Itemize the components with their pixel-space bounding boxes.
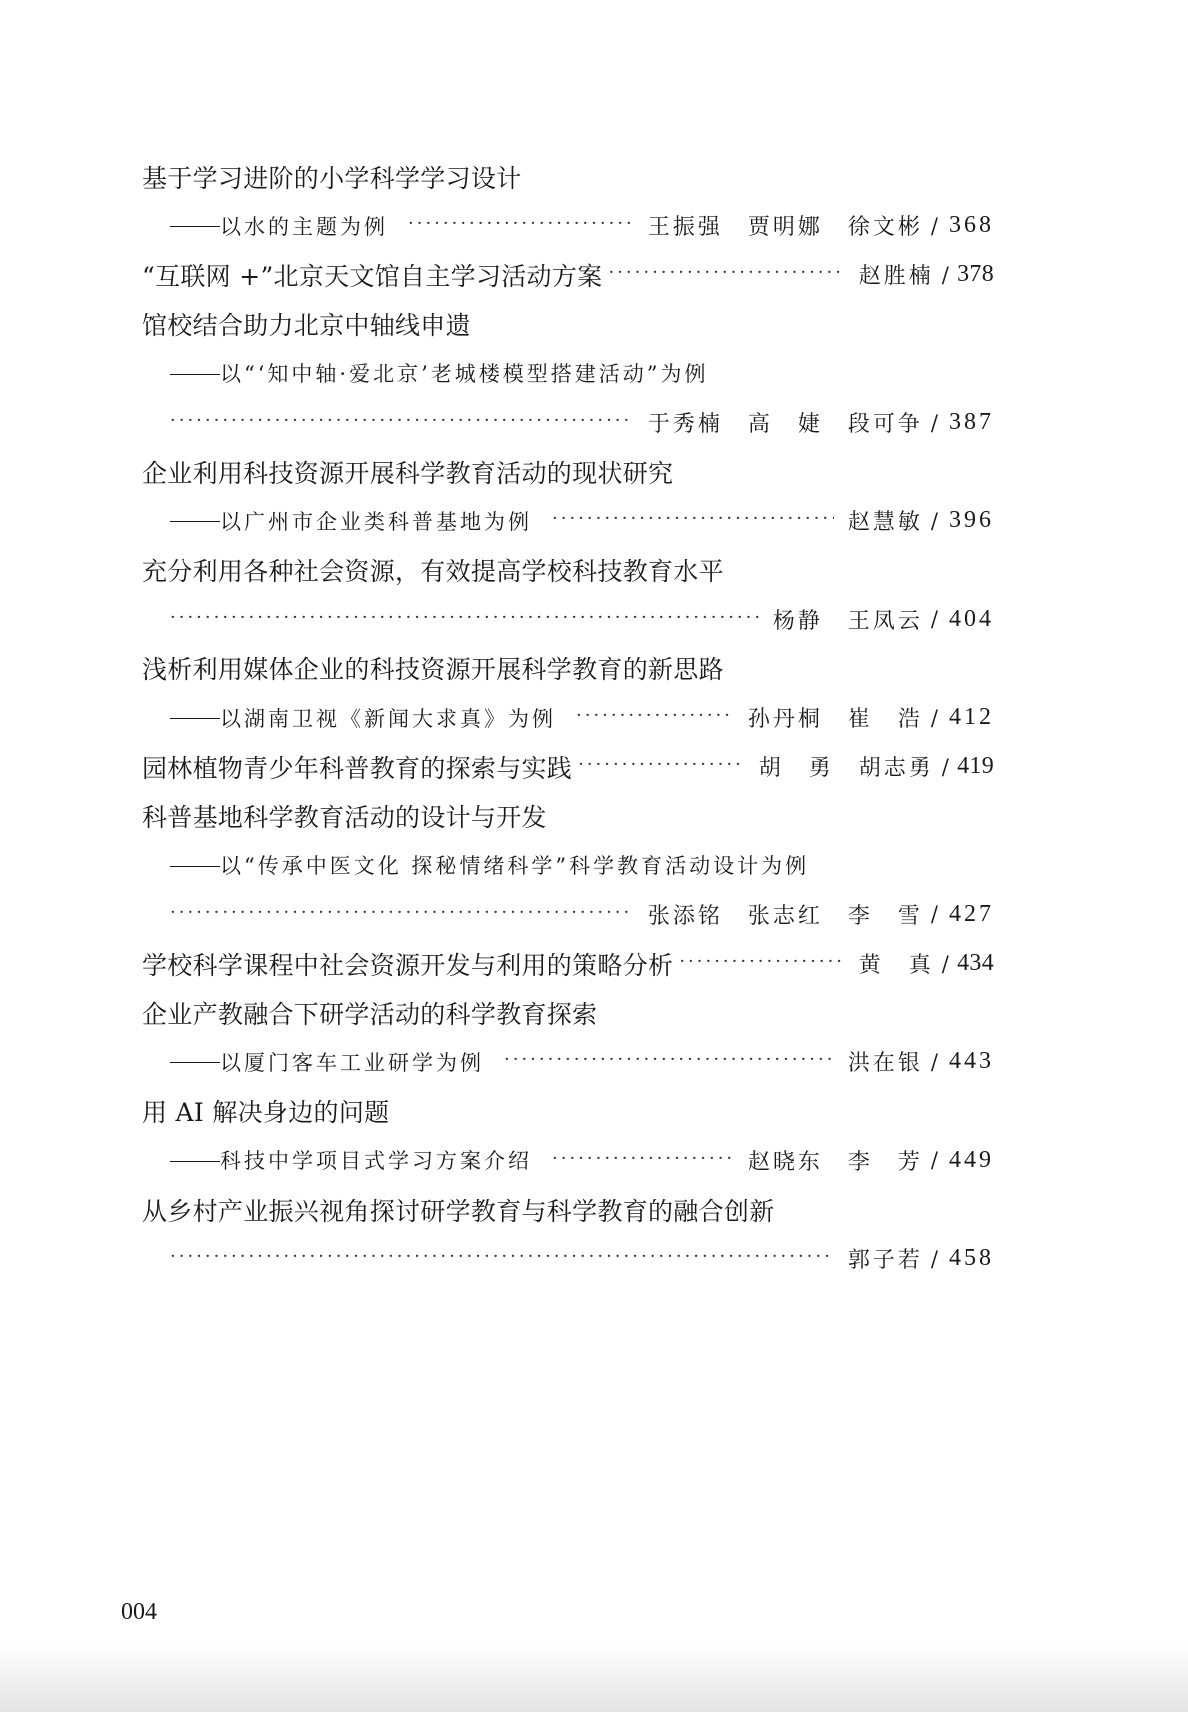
toc-entry-title[interactable] (142, 988, 994, 1037)
em-dash (170, 718, 220, 719)
page-separator: / (941, 754, 950, 779)
toc-entry-subtitle-row[interactable] (142, 349, 994, 398)
em-dash (170, 374, 220, 375)
entry-author: 赵晓东 李 芳 (747, 1149, 923, 1175)
toc-entry-subtitle-row[interactable] (142, 693, 994, 742)
em-dash (170, 1161, 220, 1162)
toc-entry-title[interactable] (142, 791, 994, 840)
entry-page-number: 404 (949, 605, 994, 632)
entry-author: 赵慧敏 (847, 510, 923, 536)
entry-author: 杨静 王凤云 (772, 608, 923, 634)
entry-page-number: 434 (957, 950, 994, 977)
entry-subtitle-text: 科技中学项目式学习方案介绍 (220, 1149, 532, 1174)
dot-leader (608, 262, 844, 283)
entry-author: 孙丹桐 崔 浩 (747, 707, 923, 733)
page-separator: / (930, 1049, 941, 1074)
entry-subtitle-text: 以水的主题为例 (220, 214, 388, 239)
entry-page-number: 396 (949, 507, 994, 534)
entry-page-number: 378 (957, 261, 994, 288)
page-separator: / (930, 508, 941, 533)
dot-leader (170, 1246, 834, 1267)
toc-entry-title[interactable] (142, 447, 994, 496)
toc-entry-author-row[interactable] (142, 1234, 994, 1283)
entry-subtitle-text: 以“‘知中轴·爱北京’老城楼模型搭建活动”为例 (220, 362, 709, 387)
page-separator: / (941, 262, 950, 287)
dot-leader (504, 1049, 834, 1070)
toc-entry-row[interactable] (142, 742, 994, 791)
entry-page-number: 449 (949, 1146, 994, 1173)
page-separator: / (930, 705, 941, 730)
em-dash (170, 226, 220, 227)
dot-leader (679, 951, 844, 972)
entry-author: 张添铭 张志红 李 雪 (647, 903, 923, 929)
em-dash (170, 866, 220, 867)
page-separator: / (930, 607, 941, 632)
em-dash (170, 1062, 220, 1063)
entry-author: 黄 真 (858, 953, 934, 979)
entry-title-text: 用 AI 解决身边的问题 (142, 1098, 390, 1128)
entry-title-text: 浅析利用媒体企业的科技资源开展科学教育的新思路 (142, 655, 724, 685)
dot-leader (170, 410, 634, 431)
toc-entry-subtitle-row[interactable] (142, 496, 994, 545)
entry-page-number: 458 (949, 1245, 994, 1272)
entry-page-number: 412 (949, 704, 994, 731)
entry-page-number: 443 (949, 1048, 994, 1075)
entry-author: 于秀楠 高 婕 段可争 (647, 412, 923, 438)
toc-entry-subtitle-row[interactable] (142, 1136, 994, 1185)
dot-leader (408, 213, 634, 234)
toc-entry-title[interactable] (142, 1087, 994, 1136)
page-separator: / (930, 410, 941, 435)
entry-author: 郭子若 (847, 1248, 923, 1274)
entry-title-text: 从乡村产业振兴视角探讨研学教育与科学教育的融合创新 (142, 1196, 775, 1226)
entry-title-text: 基于学习进阶的小学科学学习设计 (142, 163, 522, 193)
entry-title-text: 园林植物青少年科普教育的探索与实践 (142, 753, 573, 783)
entry-author: 胡 勇 胡志勇 (758, 756, 934, 782)
toc-entry-title[interactable] (142, 152, 994, 201)
entry-subtitle-text: 以厦门客车工业研学为例 (220, 1050, 484, 1075)
dot-leader (578, 754, 745, 775)
dot-leader (576, 705, 734, 726)
toc-entry-author-row[interactable] (142, 890, 994, 939)
entry-subtitle-text: 以“传承中医文化 探秘情绪科学”科学教育活动设计为例 (220, 854, 810, 879)
entry-author: 洪在银 (847, 1051, 923, 1077)
dot-leader (170, 607, 759, 628)
page-separator: / (930, 1148, 941, 1173)
page-separator: / (930, 213, 941, 238)
entry-page-number: 427 (949, 900, 994, 927)
toc-entry-title[interactable] (142, 300, 994, 349)
entry-title-text: 充分利用各种社会资源，有效提高学校科技教育水平 (142, 557, 724, 587)
dot-leader (170, 902, 634, 923)
entry-title-text: 馆校结合助力北京中轴线申遗 (142, 311, 471, 341)
toc-entry-subtitle-row[interactable] (142, 201, 994, 250)
table-of-contents (142, 152, 994, 1283)
dot-leader (552, 508, 834, 529)
entry-title-text: 企业产教融合下研学活动的科学教育探索 (142, 999, 598, 1029)
toc-entry-row[interactable] (142, 939, 994, 988)
entry-author: 赵胜楠 (858, 264, 934, 290)
entry-page-number: 419 (957, 753, 994, 780)
entry-subtitle-text: 以广州市企业类科普基地为例 (220, 509, 532, 534)
page-folio: 004 (121, 1599, 157, 1625)
page-separator: / (930, 1246, 941, 1271)
entry-title-text: 企业利用科技资源开展科学教育活动的现状研究 (142, 458, 674, 488)
toc-entry-subtitle-row[interactable] (142, 841, 994, 890)
entry-title-text: 学校科学课程中社会资源开发与利用的策略分析 (142, 950, 674, 980)
toc-entry-subtitle-row[interactable] (142, 1037, 994, 1086)
page-separator: / (941, 951, 950, 976)
entry-page-number: 387 (949, 409, 994, 436)
page-separator: / (930, 902, 941, 927)
toc-entry-title[interactable] (142, 644, 994, 693)
entry-author: 王振强 贾明娜 徐文彬 (647, 215, 923, 241)
entry-title-text: “互联网 +”北京天文馆自主学习活动方案 (142, 261, 603, 291)
toc-entry-row[interactable] (142, 250, 994, 299)
toc-entry-title[interactable] (142, 546, 994, 595)
toc-entry-title[interactable] (142, 1185, 994, 1234)
toc-entry-author-row[interactable] (142, 595, 994, 644)
entry-subtitle-text: 以湖南卫视《新闻大求真》为例 (220, 706, 556, 731)
toc-entry-author-row[interactable] (142, 398, 994, 447)
em-dash (170, 521, 220, 522)
entry-page-number: 368 (949, 212, 994, 239)
page-bottom-shadow (0, 1642, 1188, 1712)
dot-leader (552, 1148, 734, 1169)
entry-title-text: 科普基地科学教育活动的设计与开发 (142, 803, 547, 833)
